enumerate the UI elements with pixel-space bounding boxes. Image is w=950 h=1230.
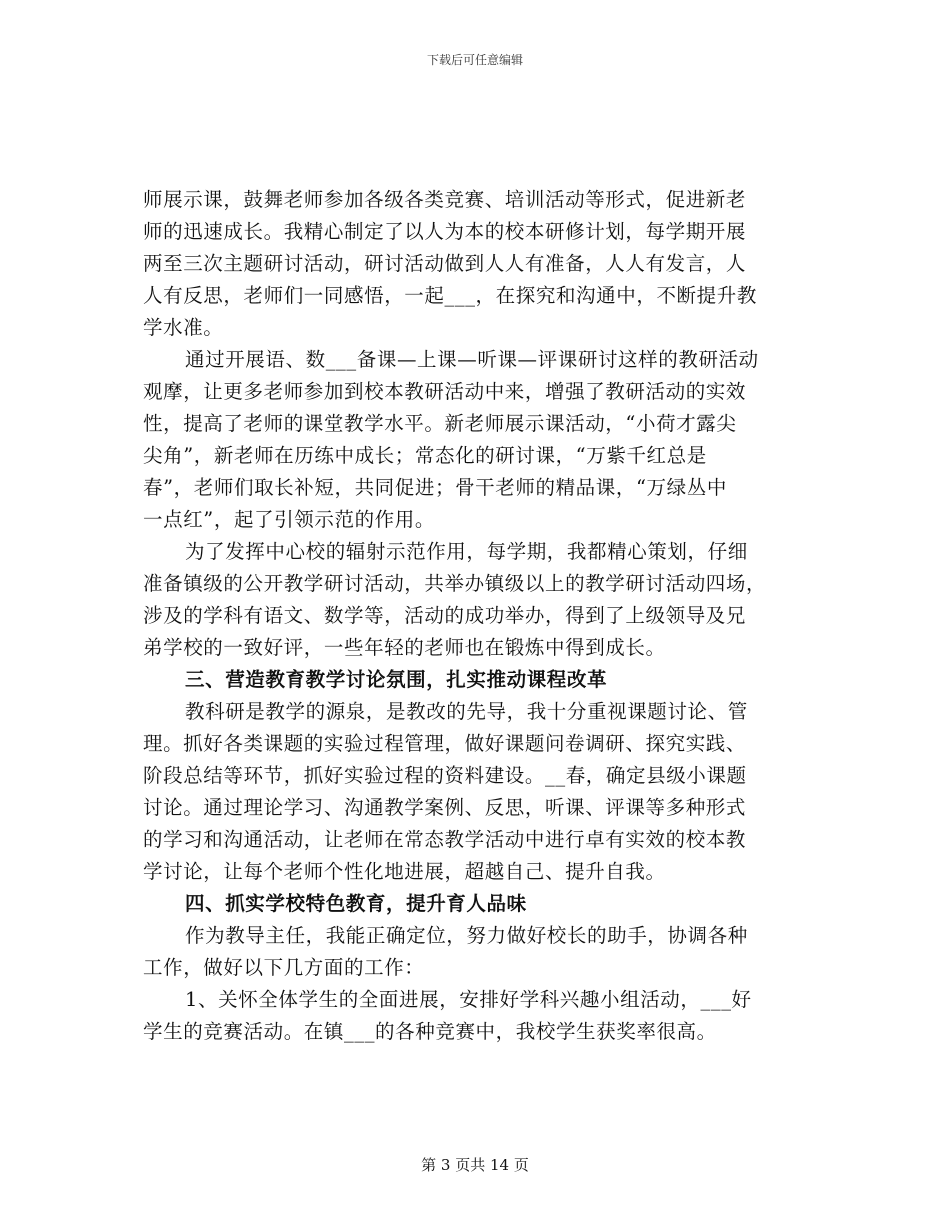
body-text-line: 通过开展语、数___备课—上课—听课—评课研讨这样的教研活动 bbox=[185, 348, 759, 371]
body-text-line: 一点红”，起了引领示范的作用。 bbox=[143, 508, 435, 531]
body-text-line: 学讨论，让每个老师个性化地进展，超越自己、提升自我。 bbox=[143, 860, 666, 883]
body-text-line: 师的迅速成长。我精心制定了以人为本的校本研修计划，每学期开展 bbox=[143, 220, 747, 243]
body-text-line: 作为教导主任，我能正确定位，努力做好校长的助手，协调各种 bbox=[185, 924, 748, 947]
body-text-line: 教科研是教学的源泉，是教改的先导，我十分重视课题讨论、管 bbox=[185, 700, 748, 723]
body-text-line: 1、关怀全体学生的全面进展，安排好学科兴趣小组活动，___好 bbox=[185, 988, 752, 1011]
body-text-line: 两至三次主题研讨活动，研讨活动做到人人有准备，人人有发言，人 bbox=[143, 252, 747, 275]
page-header: 下载后可任意编辑 bbox=[426, 53, 523, 67]
body-text-line: 尖角”，新老师在历练中成长；常态化的研讨课，“万紫千红总是 bbox=[143, 444, 707, 467]
body-text-line: 性，提高了老师的课堂教学水平。新老师展示课活动，“小荷才露尖 bbox=[143, 412, 737, 435]
page-footer: 第 3 页共 14 页 bbox=[421, 1156, 529, 1174]
body-text-line: 讨论。通过理论学习、沟通教学案例、反思，听课、评课等多种形式 bbox=[143, 796, 747, 819]
body-text-line: 师展示课，鼓舞老师参加各级各类竞赛、培训活动等形式，促进新老 bbox=[143, 188, 747, 211]
body-text-line: 观摩，让更多老师参加到校本教研活动中来，增强了教研活动的实效 bbox=[143, 380, 747, 403]
body-text-line: 学生的竞赛活动。在镇___的各种竞赛中，我校学生获奖率很高。 bbox=[143, 1020, 717, 1043]
section-heading: 三、营造教育教学讨论氛围，扎实推动课程改革 bbox=[185, 668, 608, 691]
document-body bbox=[143, 184, 808, 1048]
body-text-line: 为了发挥中心校的辐射示范作用，每学期，我都精心策划，仔细 bbox=[185, 540, 748, 563]
body-text-line: 理。抓好各类课题的实验过程管理，做好课题问卷调研、探究实践、 bbox=[143, 732, 747, 755]
body-text-line: 工作，做好以下几方面的工作： bbox=[143, 956, 425, 979]
body-text-line: 准备镇级的公开教学研讨活动，共举办镇级以上的教学研讨活动四场， bbox=[143, 572, 767, 595]
body-text-line: 人有反思，老师们一同感悟，一起___，在探究和沟通中，不断提升教 bbox=[143, 284, 757, 307]
body-text-line: 的学习和沟通活动，让老师在常态教学活动中进行卓有实效的校本教 bbox=[143, 828, 747, 851]
body-text-line: 春”，老师们取长补短，共同促进；骨干老师的精品课，“万绿丛中 bbox=[143, 476, 727, 499]
body-text-line: 弟学校的一致好评，一些年轻的老师也在锻炼中得到成长。 bbox=[143, 636, 666, 659]
section-heading: 四、抓实学校特色教育，提升育人品味 bbox=[185, 892, 527, 915]
body-text-line: 涉及的学科有语文、数学等，活动的成功举办，得到了上级领导及兄 bbox=[143, 604, 747, 627]
body-text-line: 阶段总结等环节，抓好实验过程的资料建设。__春，确定县级小课题 bbox=[143, 764, 747, 787]
body-text-line: 学水准。 bbox=[143, 316, 224, 339]
